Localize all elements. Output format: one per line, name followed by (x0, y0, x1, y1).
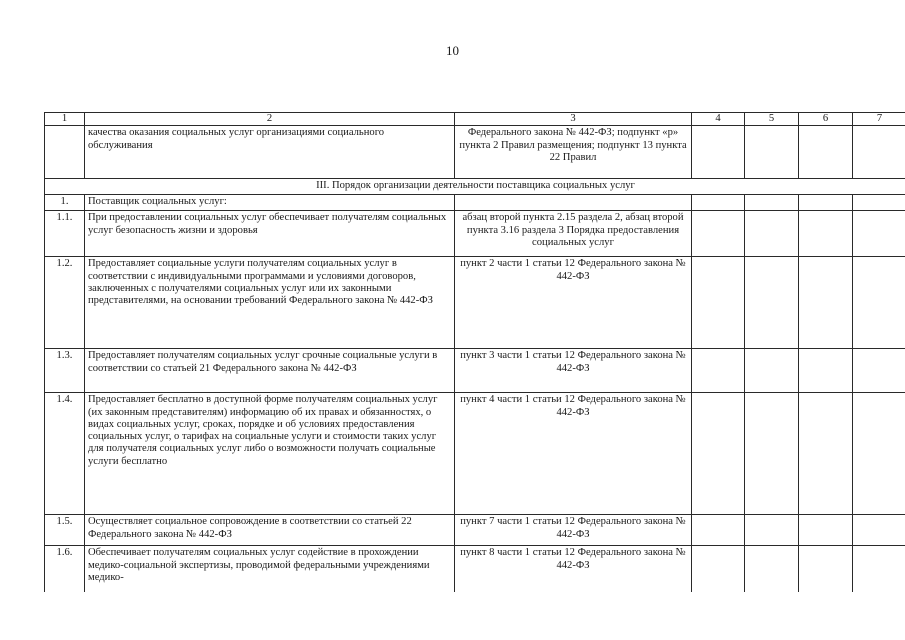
empty-cell (853, 257, 905, 349)
table-row (45, 546, 905, 592)
header-cell: 3 (455, 113, 692, 126)
legal-basis: Федерального закона № 442-ФЗ; подпункт «р» пункта 2 Правил размещения; подпункт 13 пункта 22 Правил (455, 126, 692, 179)
empty-cell (799, 546, 853, 592)
requirement-text: Осуществляет социальное сопровождение в соответствии со статьей 22 Федерального закона № 442-ФЗ (85, 515, 455, 546)
header-cell: 4 (692, 113, 745, 126)
empty-cell (853, 393, 905, 515)
table-row (45, 257, 905, 349)
empty-cell (853, 546, 905, 592)
legal-basis: абзац второй пункта 2.15 раздела 2, абзац второй пункта 3.16 раздела 3 Порядка предоставления социальных услуг (455, 211, 692, 257)
table-row (45, 393, 905, 515)
header-cell: 1 (45, 113, 85, 126)
requirement-text: Предоставляет получателям социальных услуг срочные социальные услуги в соответствии со статьей 21 Федерального закона № 442-ФЗ (85, 349, 455, 393)
empty-cell (692, 126, 745, 179)
empty-cell (745, 211, 799, 257)
empty-cell (745, 393, 799, 515)
empty-cell (745, 515, 799, 546)
header-cell: 2 (85, 113, 455, 126)
empty-cell (853, 126, 905, 179)
table-row (45, 195, 905, 211)
empty-cell (692, 393, 745, 515)
section-heading: III. Порядок организации деятельности поставщика социальных услуг (45, 179, 905, 195)
empty-cell (745, 349, 799, 393)
table-row (45, 211, 905, 257)
row-number: 1.6. (45, 546, 85, 592)
empty-cell (853, 515, 905, 546)
legal-basis: пункт 3 части 1 статьи 12 Федерального закона № 442-ФЗ (455, 349, 692, 393)
row-number: 1.2. (45, 257, 85, 349)
legal-basis: пункт 7 части 1 статьи 12 Федерального закона № 442-ФЗ (455, 515, 692, 546)
requirement-text: При предоставлении социальных услуг обеспечивает получателям социальных услуг безопасность жизни и здоровья (85, 211, 455, 257)
requirements-table (44, 112, 905, 592)
empty-cell (799, 393, 853, 515)
requirement-text: Обеспечивает получателям социальных услуг содействие в прохождении медико-социальной экспертизы, проводимой федеральными учреждениями медико- (85, 546, 455, 592)
empty-cell (692, 195, 745, 211)
empty-cell (853, 195, 905, 211)
empty-cell (799, 126, 853, 179)
empty-cell (853, 349, 905, 393)
empty-cell (692, 349, 745, 393)
legal-basis: пункт 2 части 1 статьи 12 Федерального закона № 442-ФЗ (455, 257, 692, 349)
legal-basis: пункт 8 части 1 статьи 12 Федерального закона № 442-ФЗ (455, 546, 692, 592)
requirement-text: Поставщик социальных услуг: (85, 195, 455, 211)
legal-basis: пункт 4 части 1 статьи 12 Федерального закона № 442-ФЗ (455, 393, 692, 515)
row-number: 1.3. (45, 349, 85, 393)
empty-cell (692, 211, 745, 257)
row-number: 1.1. (45, 211, 85, 257)
table-row (45, 515, 905, 546)
row-number (45, 126, 85, 179)
empty-cell (745, 195, 799, 211)
empty-cell (745, 126, 799, 179)
header-cell: 5 (745, 113, 799, 126)
empty-cell (799, 257, 853, 349)
row-number: 1.4. (45, 393, 85, 515)
empty-cell (799, 515, 853, 546)
legal-basis (455, 195, 692, 211)
empty-cell (745, 546, 799, 592)
header-cell: 6 (799, 113, 853, 126)
header-cell: 7 (853, 113, 905, 126)
empty-cell (799, 349, 853, 393)
empty-cell (692, 257, 745, 349)
requirement-text: Предоставляет социальные услуги получателям социальных услуг в соответствии с индивидуальными программами и условиями договоров, заключенных с получателями социальных услуг или их законными представителями, на основании требований Федерального закона № 442-ФЗ (85, 257, 455, 349)
empty-cell (853, 211, 905, 257)
requirement-text: качества оказания социальных услуг организациями социального обслуживания (85, 126, 455, 179)
page-number: 10 (446, 43, 459, 58)
table-header-row (45, 113, 905, 126)
empty-cell (799, 195, 853, 211)
row-number: 1. (45, 195, 85, 211)
empty-cell (692, 515, 745, 546)
empty-cell (745, 257, 799, 349)
table-row (45, 126, 905, 179)
section-heading-row (45, 179, 905, 195)
row-number: 1.5. (45, 515, 85, 546)
requirement-text: Предоставляет бесплатно в доступной форме получателям социальных услуг (их законным представителям) информацию об их правах и обязанностях, о видах социальных услуг, сроках, порядке и об условиях предоставления социальных услуг, о тарифах на социальные услуги и стоимости таких услуг для получателя социальных услуг либо о возможности получать социальные услуги бесплатно (85, 393, 455, 515)
empty-cell (799, 211, 853, 257)
empty-cell (692, 546, 745, 592)
table-row (45, 349, 905, 393)
